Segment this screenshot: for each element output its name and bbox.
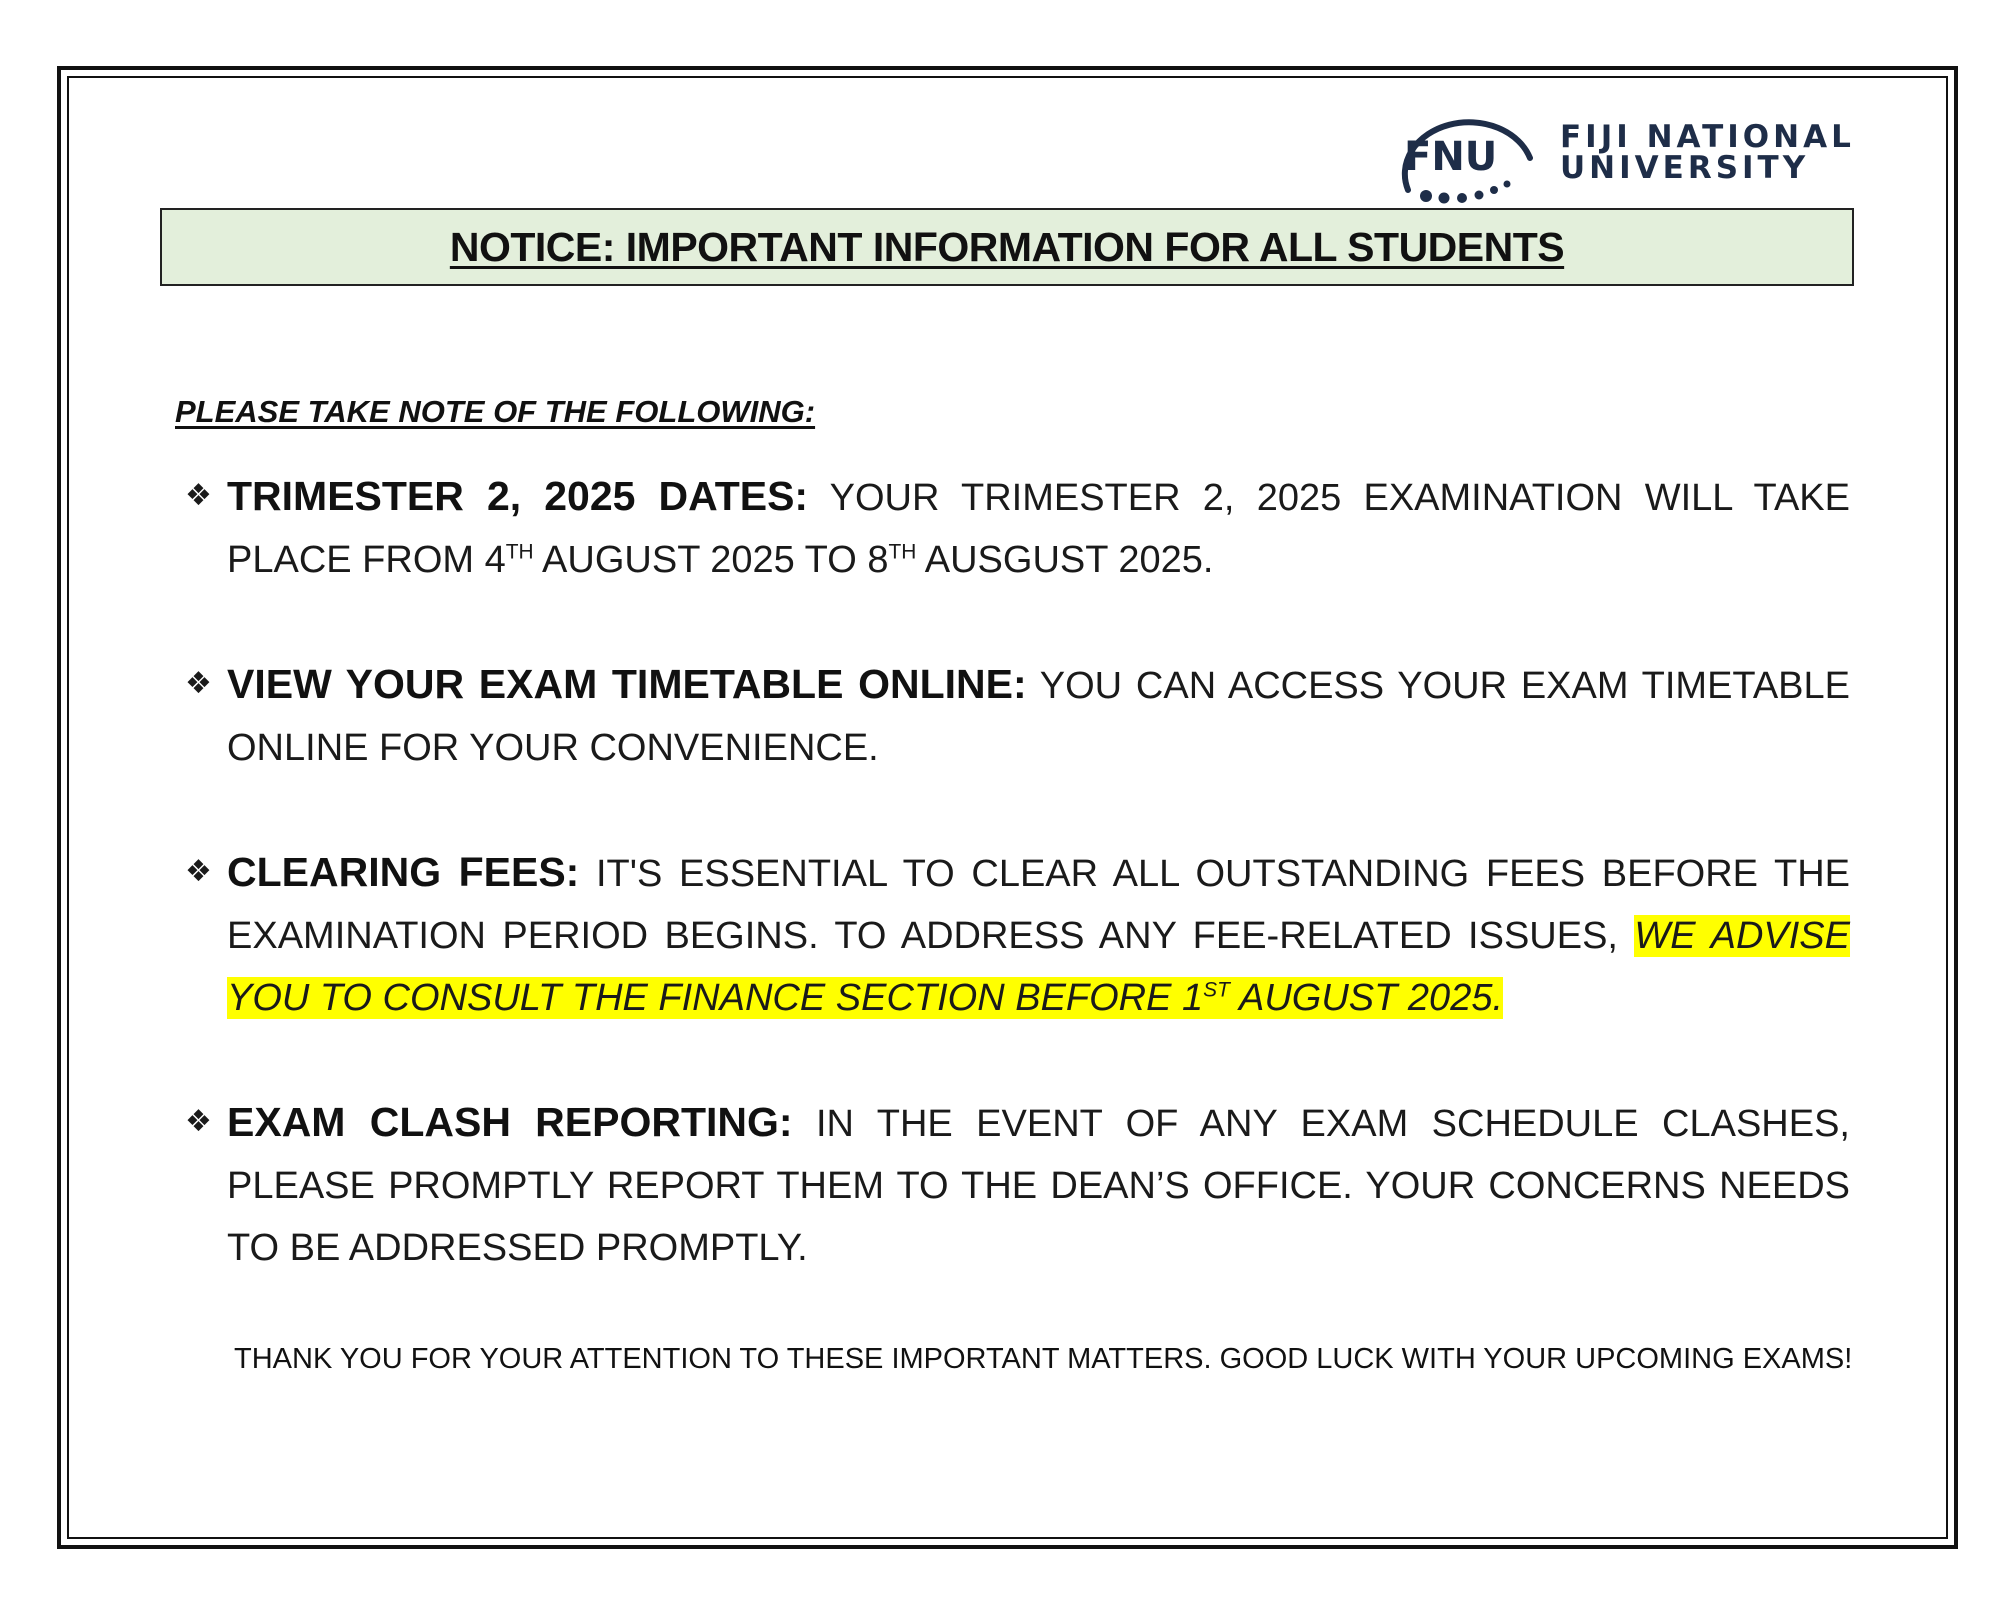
notice-subheading: PLEASE TAKE NOTE OF THE FOLLOWING: bbox=[175, 394, 816, 429]
item-heading: VIEW YOUR EXAM TIMETABLE ONLINE: bbox=[227, 661, 1027, 707]
closing-message: THANK YOU FOR YOUR ATTENTION TO THESE IMPORTANT MATTERS. GOOD LUCK WITH YOUR UPCOMING EXAMS! bbox=[234, 1343, 1853, 1375]
university-name-line2: UNIVERSITY bbox=[1560, 150, 1810, 186]
highlight-text: AUGUST 2025. bbox=[1229, 977, 1504, 1019]
item-text: AUSGUST 2025. bbox=[916, 539, 1214, 581]
item-text: YOU CAN ACCESS YOUR EXAM TIMETABLE ONLINE FOR YOUR CONVENIENCE. bbox=[227, 665, 1850, 769]
item-heading: TRIMESTER 2, 2025 DATES: bbox=[227, 473, 809, 519]
diamond-bullet-icon: ❖ bbox=[185, 854, 212, 889]
fnu-abbreviation: FNU bbox=[1404, 134, 1498, 180]
highlight-text: WE ADVISE YOU TO CONSULT THE FINANCE SECTION BEFORE 1 bbox=[227, 915, 1850, 1019]
diamond-bullet-icon: ❖ bbox=[185, 478, 212, 513]
item-text: YOUR TRIMESTER 2, 2025 EXAMINATION WILL TAKE PLACE FROM 4 bbox=[227, 477, 1850, 581]
notice-title-bar bbox=[160, 208, 1854, 286]
notice-list bbox=[185, 465, 1850, 1279]
university-name bbox=[1560, 119, 1855, 186]
item-text: IT'S ESSENTIAL TO CLEAR ALL OUTSTANDING FEES BEFORE THE EXAMINATION PERIOD BEGINS. TO ADDRESS ANY FEE-RELATED ISSUES, bbox=[227, 853, 1850, 957]
item-heading: EXAM CLASH REPORTING: bbox=[227, 1099, 793, 1145]
ordinal-suffix: TH bbox=[888, 540, 917, 564]
item-heading: CLEARING FEES: bbox=[227, 849, 580, 895]
diamond-bullet-icon: ❖ bbox=[185, 666, 212, 701]
notice-item-trimester-dates bbox=[185, 465, 1850, 591]
item-text: IN THE EVENT OF ANY EXAM SCHEDULE CLASHES, PLEASE PROMPTLY REPORT THEM TO THE DEAN’S OFFICE. YOUR CONCERNS NEEDS TO BE ADDRESSED PROMPTLY. bbox=[227, 1103, 1850, 1269]
diamond-bullet-icon: ❖ bbox=[185, 1104, 212, 1139]
notice-item-exam-clash bbox=[185, 1091, 1850, 1279]
university-name-line1: FIJI NATIONAL bbox=[1560, 119, 1855, 155]
ordinal-suffix: TH bbox=[505, 540, 534, 564]
notice-item-exam-timetable bbox=[185, 653, 1850, 779]
ordinal-suffix: ST bbox=[1203, 978, 1230, 1002]
notice-item-clearing-fees bbox=[185, 841, 1850, 1029]
fnu-logo bbox=[1378, 98, 1858, 208]
item-text: AUGUST 2025 TO 8 bbox=[533, 539, 889, 581]
fnu-emblem-icon bbox=[1378, 98, 1548, 208]
notice-title: NOTICE: IMPORTANT INFORMATION FOR ALL STUDENTS bbox=[449, 223, 1565, 270]
